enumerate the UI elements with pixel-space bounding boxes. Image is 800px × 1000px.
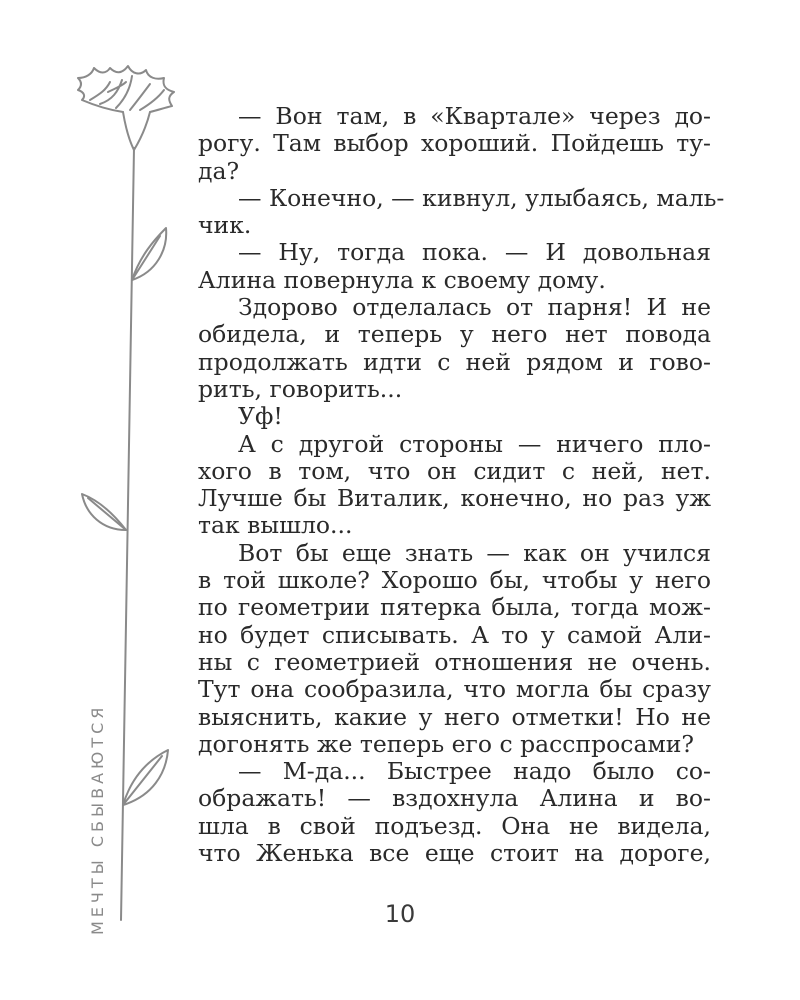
text-line: ны с геометрией отношения не очень. <box>198 647 711 676</box>
text-line: выяснить, какие у него отметки! Но не <box>198 702 711 731</box>
text-line: шла в свой подъезд. Она не видела, <box>198 811 711 840</box>
text-line: что Женька все еще стоит на дороге, <box>198 839 711 868</box>
text-line: хого в том, что он сидит с ней, нет. <box>198 456 711 485</box>
text-line: Вот бы еще знать — как он учился <box>238 538 711 567</box>
text-line: — Конечно, — кивнул, улыбаясь, маль- <box>238 183 725 212</box>
text-line: в той школе? Хорошо бы, чтобы у него <box>198 566 711 595</box>
text-line: Здорово отделалась от парня! И не <box>238 293 711 322</box>
text-line: по геометрии пятерка была, тогда мож- <box>198 593 711 622</box>
text-line: Уф! <box>238 402 283 431</box>
text-line: Алина повернула к своему дому. <box>198 265 606 294</box>
text-line: Лучше бы Виталик, конечно, но раз уж <box>198 484 711 513</box>
text-line: да? <box>198 156 240 185</box>
text-line: рить, говорить... <box>198 374 403 403</box>
text-line: — Ну, тогда пока. — И довольная <box>238 238 711 267</box>
text-line: но будет списывать. А то у самой Али- <box>198 620 711 649</box>
text-line: догонять же теперь его с расспросами? <box>198 729 695 758</box>
text-line: так вышло... <box>198 511 353 540</box>
text-line: ображать! — вздохнула Алина и во- <box>198 784 711 813</box>
page-number: 10 <box>384 900 416 928</box>
text-line: продолжать идти с ней рядом и гово- <box>198 347 711 376</box>
text-line: чик. <box>198 211 252 240</box>
side-book-title: МЕЧТЫ СБЫВАЮТСЯ <box>88 703 107 935</box>
text-line: А с другой стороны — ничего пло- <box>238 429 711 458</box>
text-line: Тут она сообразила, что могла бы сразу <box>198 675 711 704</box>
text-line: рогу. Там выбор хороший. Пойдешь ту- <box>198 129 711 158</box>
text-line: обидела, и теперь у него нет повода <box>198 320 711 349</box>
text-line: — М-да... Быстрее надо было со- <box>238 757 711 786</box>
body-text <box>198 102 725 868</box>
carnation-flower-icon <box>60 60 210 940</box>
text-line: — Вон там, в «Квартале» через до- <box>238 102 711 130</box>
